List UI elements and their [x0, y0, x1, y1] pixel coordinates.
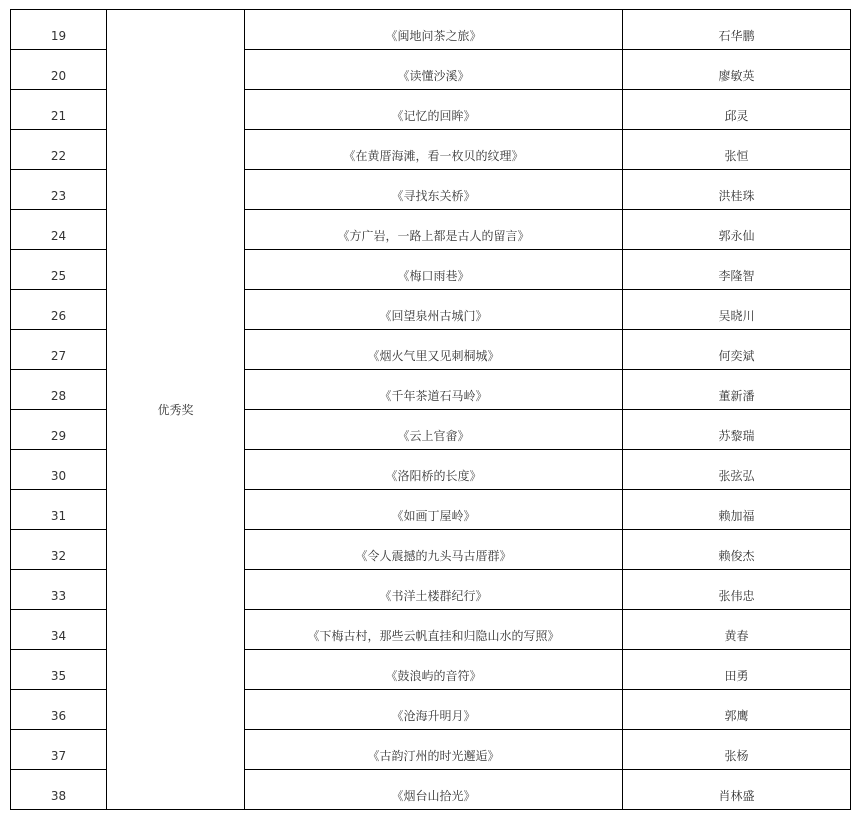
awards-table-body — [11, 10, 851, 810]
row-number-cell: 25 — [11, 250, 107, 290]
author-cell: 黄春 — [623, 610, 851, 650]
work-title-cell: 《记忆的回眸》 — [245, 90, 623, 130]
work-title-cell: 《下梅古村，那些云帆直挂和归隐山水的写照》 — [245, 610, 623, 650]
work-title-cell: 《令人震撼的九头马古厝群》 — [245, 530, 623, 570]
author-cell: 张伟忠 — [623, 570, 851, 610]
author-cell: 邱灵 — [623, 90, 851, 130]
row-number-cell: 38 — [11, 770, 107, 810]
work-title-cell: 《云上官畲》 — [245, 410, 623, 450]
work-title-cell: 《古韵汀州的时光邂逅》 — [245, 730, 623, 770]
row-number-cell: 34 — [11, 610, 107, 650]
author-cell: 赖俊杰 — [623, 530, 851, 570]
work-title-cell: 《如画丁屋岭》 — [245, 490, 623, 530]
work-title-cell: 《沧海升明月》 — [245, 690, 623, 730]
work-title-cell: 《闽地问茶之旅》 — [245, 10, 623, 50]
author-cell: 肖林盛 — [623, 770, 851, 810]
work-title-cell: 《千年茶道石马岭》 — [245, 370, 623, 410]
author-cell: 郭永仙 — [623, 210, 851, 250]
work-title-cell: 《寻找东关桥》 — [245, 170, 623, 210]
row-number-cell: 21 — [11, 90, 107, 130]
author-cell: 田勇 — [623, 650, 851, 690]
row-number-cell: 36 — [11, 690, 107, 730]
row-number-cell: 30 — [11, 450, 107, 490]
row-number-cell: 23 — [11, 170, 107, 210]
row-number-cell: 27 — [11, 330, 107, 370]
author-cell: 郭鹰 — [623, 690, 851, 730]
author-cell: 石华鹏 — [623, 10, 851, 50]
author-cell: 洪桂珠 — [623, 170, 851, 210]
author-cell: 张弦弘 — [623, 450, 851, 490]
awards-table-container — [10, 9, 851, 810]
row-number-cell: 22 — [11, 130, 107, 170]
work-title-cell: 《洛阳桥的长度》 — [245, 450, 623, 490]
row-number-cell: 37 — [11, 730, 107, 770]
work-title-cell: 《在黄厝海滩，看一枚贝的纹理》 — [245, 130, 623, 170]
author-cell: 李隆智 — [623, 250, 851, 290]
row-number-cell: 29 — [11, 410, 107, 450]
row-number-cell: 19 — [11, 10, 107, 50]
row-number-cell: 24 — [11, 210, 107, 250]
author-cell: 苏黎瑞 — [623, 410, 851, 450]
row-number-cell: 33 — [11, 570, 107, 610]
author-cell: 张杨 — [623, 730, 851, 770]
row-number-cell: 31 — [11, 490, 107, 530]
author-cell: 董新潘 — [623, 370, 851, 410]
work-title-cell: 《烟火气里又见刺桐城》 — [245, 330, 623, 370]
author-cell: 廖敏英 — [623, 50, 851, 90]
work-title-cell: 《鼓浪屿的音符》 — [245, 650, 623, 690]
row-number-cell: 20 — [11, 50, 107, 90]
row-number-cell: 32 — [11, 530, 107, 570]
work-title-cell: 《梅口雨巷》 — [245, 250, 623, 290]
author-cell: 赖加福 — [623, 490, 851, 530]
work-title-cell: 《方广岩，一路上都是古人的留言》 — [245, 210, 623, 250]
row-number-cell: 35 — [11, 650, 107, 690]
work-title-cell: 《回望泉州古城门》 — [245, 290, 623, 330]
work-title-cell: 《书洋土楼群纪行》 — [245, 570, 623, 610]
row-number-cell: 28 — [11, 370, 107, 410]
row-number-cell: 26 — [11, 290, 107, 330]
work-title-cell: 《烟台山拾光》 — [245, 770, 623, 810]
author-cell: 张恒 — [623, 130, 851, 170]
awards-table — [10, 9, 851, 810]
author-cell: 何奕斌 — [623, 330, 851, 370]
author-cell: 吴晓川 — [623, 290, 851, 330]
work-title-cell: 《读懂沙溪》 — [245, 50, 623, 90]
award-group-cell: 优秀奖 — [107, 10, 245, 810]
table-row — [11, 10, 851, 50]
